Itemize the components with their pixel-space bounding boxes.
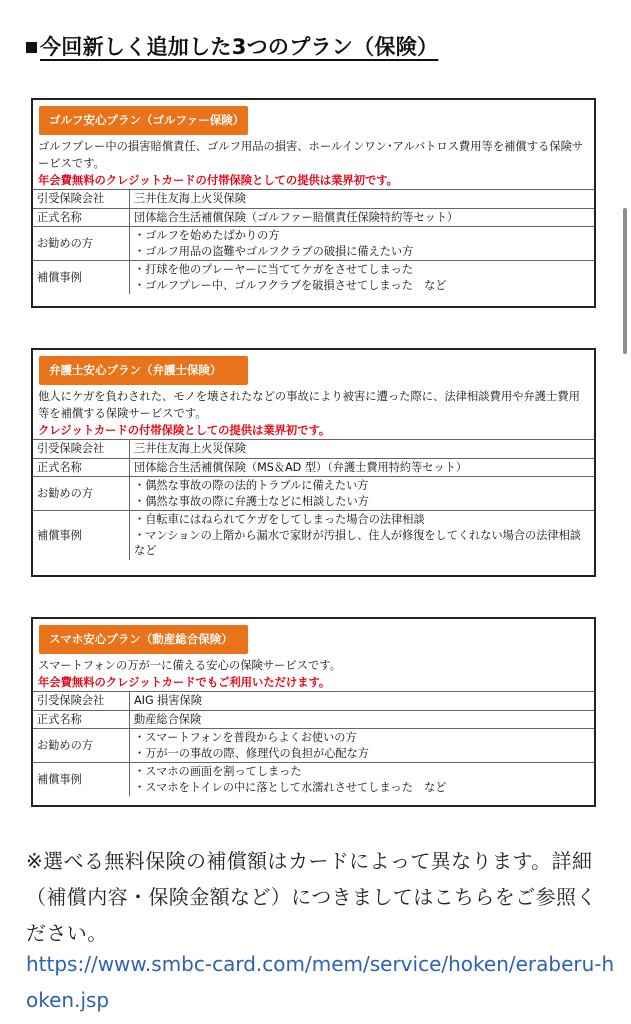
row-value: [130, 477, 595, 511]
row-value-line: 団体総合生活補償保険（ゴルファー賠償責任保険特約等セット）: [134, 210, 459, 224]
plan-info-table: [33, 439, 594, 560]
lawyer-plan-card: [31, 348, 596, 577]
row-value: [130, 729, 595, 763]
row-label: 正式名称: [33, 710, 130, 729]
row-label: 補償事例: [33, 261, 130, 295]
row-value-line: ・ゴルフ用品の盗難やゴルフクラブの破損に備えたい方: [134, 244, 414, 258]
table-row: [33, 261, 594, 295]
table-row: [33, 458, 594, 477]
row-value-line: 三井住友海上火災保険: [134, 442, 246, 455]
table-row: [33, 190, 594, 209]
row-value-line: 三井住友海上火災保険: [134, 192, 246, 205]
square-bullet-icon: [26, 42, 37, 53]
table-row: [33, 710, 594, 729]
details-link[interactable]: https://www.smbc-card.com/mem/service/hoken/eraberu-hoken.jsp: [26, 952, 615, 1012]
row-value-line: AIG 損害保険: [134, 694, 202, 707]
table-row: [33, 763, 594, 797]
plan-description: [33, 654, 594, 691]
row-value: [130, 227, 595, 261]
plan-info-table: [33, 691, 594, 796]
row-label: お勧めの方: [33, 729, 130, 763]
row-value: [130, 458, 595, 477]
row-value-line: ・ゴルフプレー中、ゴルフクラブを破損させてしまった など: [134, 278, 447, 292]
row-value-line: ・ゴルフを始めたばかりの方: [134, 229, 280, 242]
row-value-line: ・スマホをトイレの中に落として水濡れさせてしまった など: [134, 780, 447, 794]
row-value: [130, 208, 595, 227]
row-label: お勧めの方: [33, 477, 130, 511]
row-label: 引受保険会社: [33, 440, 130, 459]
row-value: [130, 511, 595, 560]
table-row: [33, 477, 594, 511]
plan-highlight: 年会費無料のクレジットカードの付帯保険としての提供は業界初です。: [38, 174, 398, 187]
row-value-line: 動産総合保険: [134, 712, 202, 726]
plan-description-text: スマートフォンの万が一に備える安心の保険サービスです。: [38, 659, 341, 672]
row-label: 正式名称: [33, 458, 130, 477]
plan-description: [33, 135, 594, 189]
row-label: 引受保険会社: [33, 190, 130, 209]
row-value: [130, 763, 595, 797]
row-label: 補償事例: [33, 511, 130, 560]
row-label: 引受保険会社: [33, 692, 130, 711]
row-value-line: ・偶然な事故の際の法的トラブルに備えたい方: [134, 479, 369, 492]
plan-title-badge: 弁護士安心プラン（弁護士保険）: [39, 356, 248, 385]
row-value-line: ・打球を他のプレーヤーに当ててケガをさせてしまった: [134, 263, 414, 276]
plan-title-badge: スマホ安心プラン（動産総合保険）: [39, 625, 248, 654]
row-value: [130, 710, 595, 729]
table-row: [33, 511, 594, 560]
row-value: [130, 190, 595, 209]
plan-description: [33, 385, 594, 439]
plan-description-text: ゴルフプレー中の損害賠償責任、ゴルフ用品の損害、ホールインワン･アルバトロス費用等を補償する保険サービスです。: [38, 140, 584, 170]
table-row: [33, 440, 594, 459]
plan-title-badge: ゴルフ安心プラン（ゴルファー保険）: [39, 106, 248, 135]
smartphone-plan-card: [31, 617, 596, 807]
row-label: 補償事例: [33, 763, 130, 797]
row-value: [130, 692, 595, 711]
table-row: [33, 729, 594, 763]
row-value-line: ・スマホの画面を割ってしまった: [134, 765, 302, 778]
golf-plan-card: [31, 98, 596, 308]
table-row: [33, 692, 594, 711]
plan-description-text: 他人にケガを負わされた、モノを壊されたなどの事故により被害に遭った際に、法律相談費用や弁護士費用等を補償する保険サービスです。: [38, 390, 580, 420]
row-label: 正式名称: [33, 208, 130, 227]
row-value-line: 団体総合生活補償保険（MS＆AD 型）（弁護士費用特約等セット）: [134, 460, 468, 474]
row-value: [130, 440, 595, 459]
row-value-line: ・マンションの上階から漏水で家財が汚損し、住人が修復をしてくれない場合の法律相談 など: [134, 528, 593, 557]
coverage-note: ※選べる無料保険の補償額はカードによって異なります。詳細（補償内容・保険金額など）につきましてはこちらをご参照ください。: [26, 849, 597, 945]
page-heading-text: 今回新しく追加した3つのプラン（保険）: [40, 35, 439, 59]
plan-info-table: [33, 189, 594, 294]
page-heading: [26, 31, 438, 61]
row-value-line: ・万が一の事故の際、修理代の負担が心配な方: [134, 746, 369, 760]
plan-highlight: 年会費無料のクレジットカードでもご利用いただけます。: [38, 676, 331, 689]
row-value: [130, 261, 595, 295]
table-row: [33, 208, 594, 227]
row-value-line: ・自転車にはねられてケガをしてしまった場合の法律相談: [134, 513, 425, 526]
row-value-line: ・偶然な事故の際に弁護士などに相談したい方: [134, 494, 369, 508]
plan-highlight: クレジットカードの付帯保険としての提供は業界初です。: [38, 424, 331, 437]
scrollbar-thumb[interactable]: [623, 208, 627, 354]
row-label: お勧めの方: [33, 227, 130, 261]
row-value-line: ・スマートフォンを普段からよくお使いの方: [134, 731, 357, 744]
table-row: [33, 227, 594, 261]
